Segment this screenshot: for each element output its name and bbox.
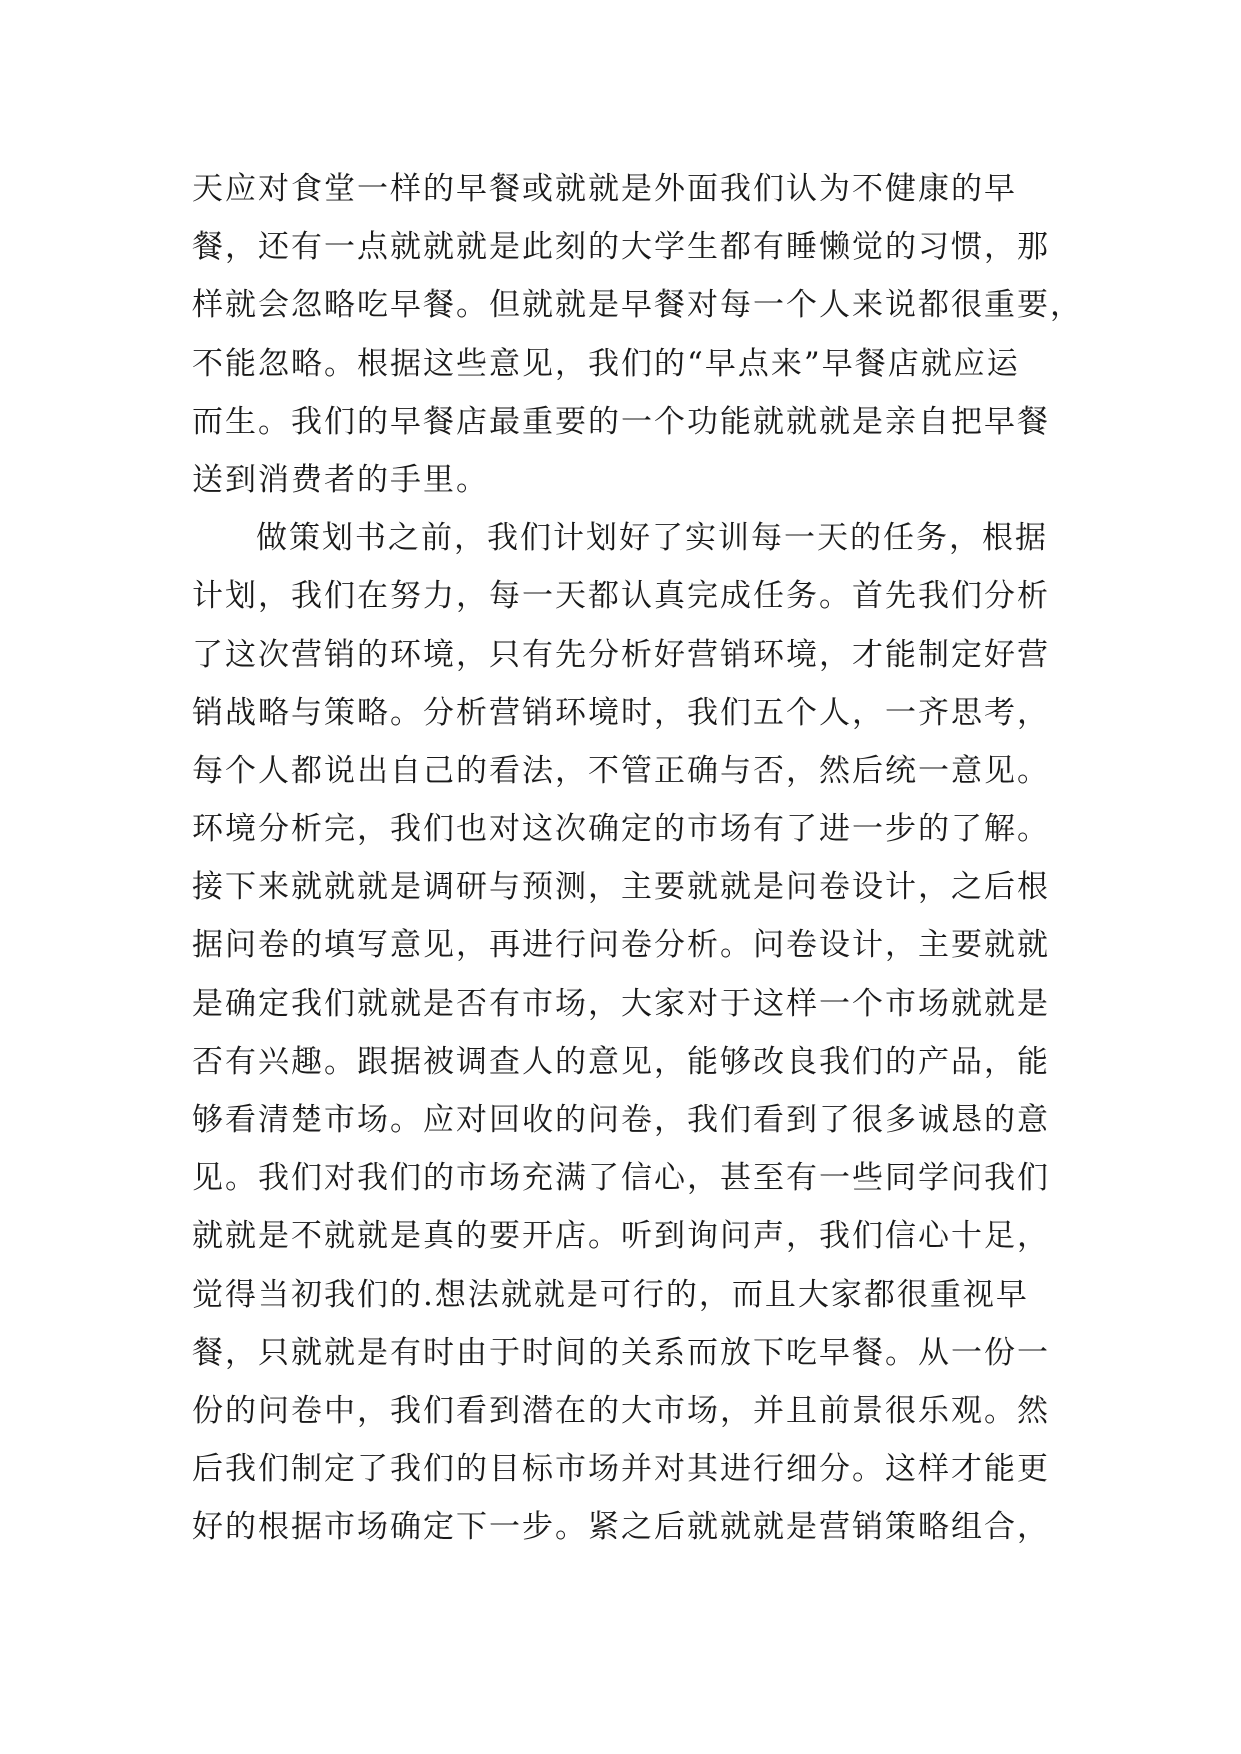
text-line: 天应对食堂一样的早餐或就就是外面我们认为不健康的早 [192, 171, 1017, 207]
text-line: 而生。我们的早餐店最重要的一个功能就就就是亲自把早餐 [192, 403, 1050, 440]
text-line: 接下来就就就是调研与预测，主要就就是问卷设计，之后根 [192, 869, 1050, 906]
text-line: 餐，只就就是有时由于时间的关系而放下吃早餐。从一份一 [192, 1334, 1050, 1371]
text-line: 计划，我们在努力，每一天都认真完成任务。首先我们分析 [192, 578, 1050, 615]
text-line: 否有兴趣。跟据被调查人的意见，能够改良我们的产品，能 [192, 1043, 1050, 1080]
text-line: 据问卷的填写意见，再进行问卷分析。问卷设计，主要就就 [192, 927, 1050, 964]
text-line: 环境分析完，我们也对这次确定的市场有了进一步的了解。 [192, 811, 1050, 848]
text-line: 不能忽略。根据这些意见，我们的“早点来”早餐店就应运 [192, 345, 1020, 382]
text-line: 做策划书之前，我们计划好了实训每一天的任务，根据 [256, 520, 1048, 557]
text-line: 餐，还有一点就就就是此刻的大学生都有睡懒觉的习惯，那 [192, 229, 1050, 266]
text-line: 份的问卷中，我们看到潜在的大市场，并且前景很乐观。然 [192, 1392, 1050, 1429]
text-line: 后我们制定了我们的目标市场并对其进行细分。这样才能更 [192, 1451, 1050, 1488]
text-line: 每个人都说出自己的看法，不管正确与否，然后统一意见。 [192, 752, 1050, 789]
paragraph-1 [192, 160, 1092, 509]
text-line: 是确定我们就就是否有市场，大家对于这样一个市场就就是 [192, 985, 1050, 1022]
text-line: 了这次营销的环境，只有先分析好营销环境，才能制定好营 [192, 636, 1050, 673]
text-line: 好的根据市场确定下一步。紧之后就就就是营销策略组合， [192, 1509, 1050, 1546]
text-line: 够看清楚市场。应对回收的问卷，我们看到了很多诚恳的意 [192, 1102, 1050, 1138]
text-line: 销战略与策略。分析营销环境时，我们五个人，一齐思考， [192, 694, 1050, 731]
text-line: 送到消费者的手里。 [192, 461, 489, 498]
text-line: 见。我们对我们的市场充满了信心，甚至有一些同学问我们 [192, 1160, 1050, 1197]
text-line: 就就是不就就是真的要开店。听到询问声，我们信心十足， [192, 1218, 1050, 1255]
paragraph-2 [192, 509, 1092, 1556]
text-line: 样就会忽略吃早餐。但就就是早餐对每一个人来说都很重要， [192, 287, 1083, 324]
text-line: 觉得当初我们的.想法就就是可行的，而且大家都很重视早 [192, 1276, 1029, 1313]
body-text [192, 160, 1092, 1557]
